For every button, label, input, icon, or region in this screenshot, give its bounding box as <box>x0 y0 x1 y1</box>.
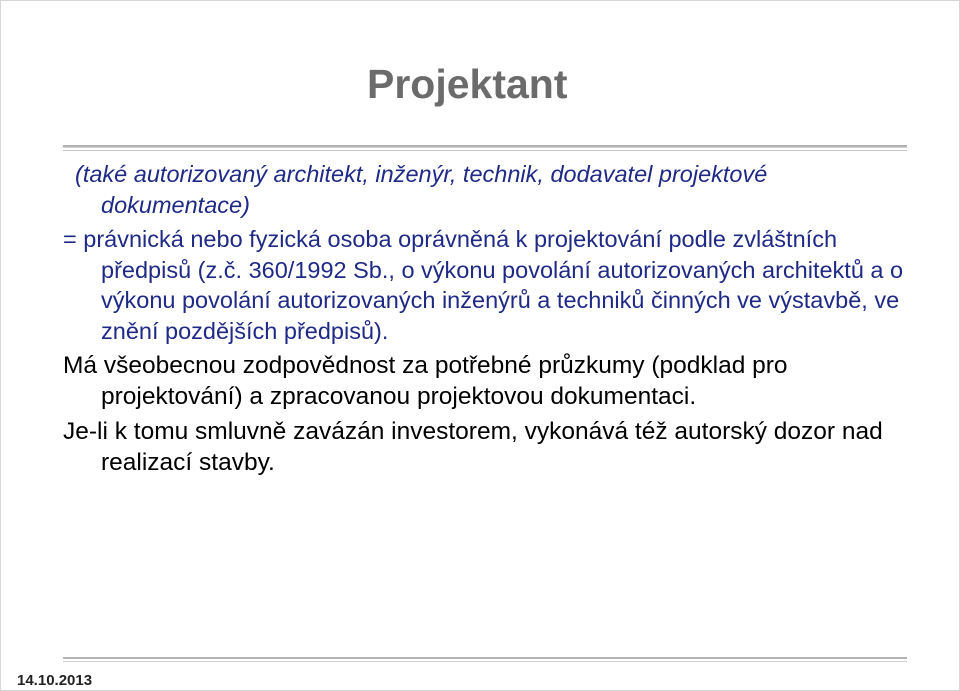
footer-divider <box>63 657 907 659</box>
footer-date: 14.10.2013 <box>17 672 93 689</box>
responsibility-text: Má všeobecnou zodpovědnost za potřebné průzkumy (podklad pro projektování) a zpracovanou projektovou dokumentaci. <box>63 352 788 410</box>
slide-body <box>63 159 913 482</box>
definition-text: = právnická nebo fyzická osoba oprávněná k projektování podle zvláštních předpisů (z.č. 360/1992 Sb., o výkonu povolání autorizovaných architektů a o výkonu povolání autorizovaných inženýrů a techniků činných ve výstavbě, ve znění pozdějších předpisů). <box>63 226 904 344</box>
supervision-text: Je-li k tomu smluvně zavázán investorem, vykonává též autorský dozor nad realizací stavby. <box>63 418 883 476</box>
slide-title-text: Projektant <box>367 61 568 107</box>
definition-aliases: (také autorizovaný architekt, inženýr, technik, dodavatel projektové dokumentace) <box>75 161 768 218</box>
title-divider <box>63 145 907 148</box>
